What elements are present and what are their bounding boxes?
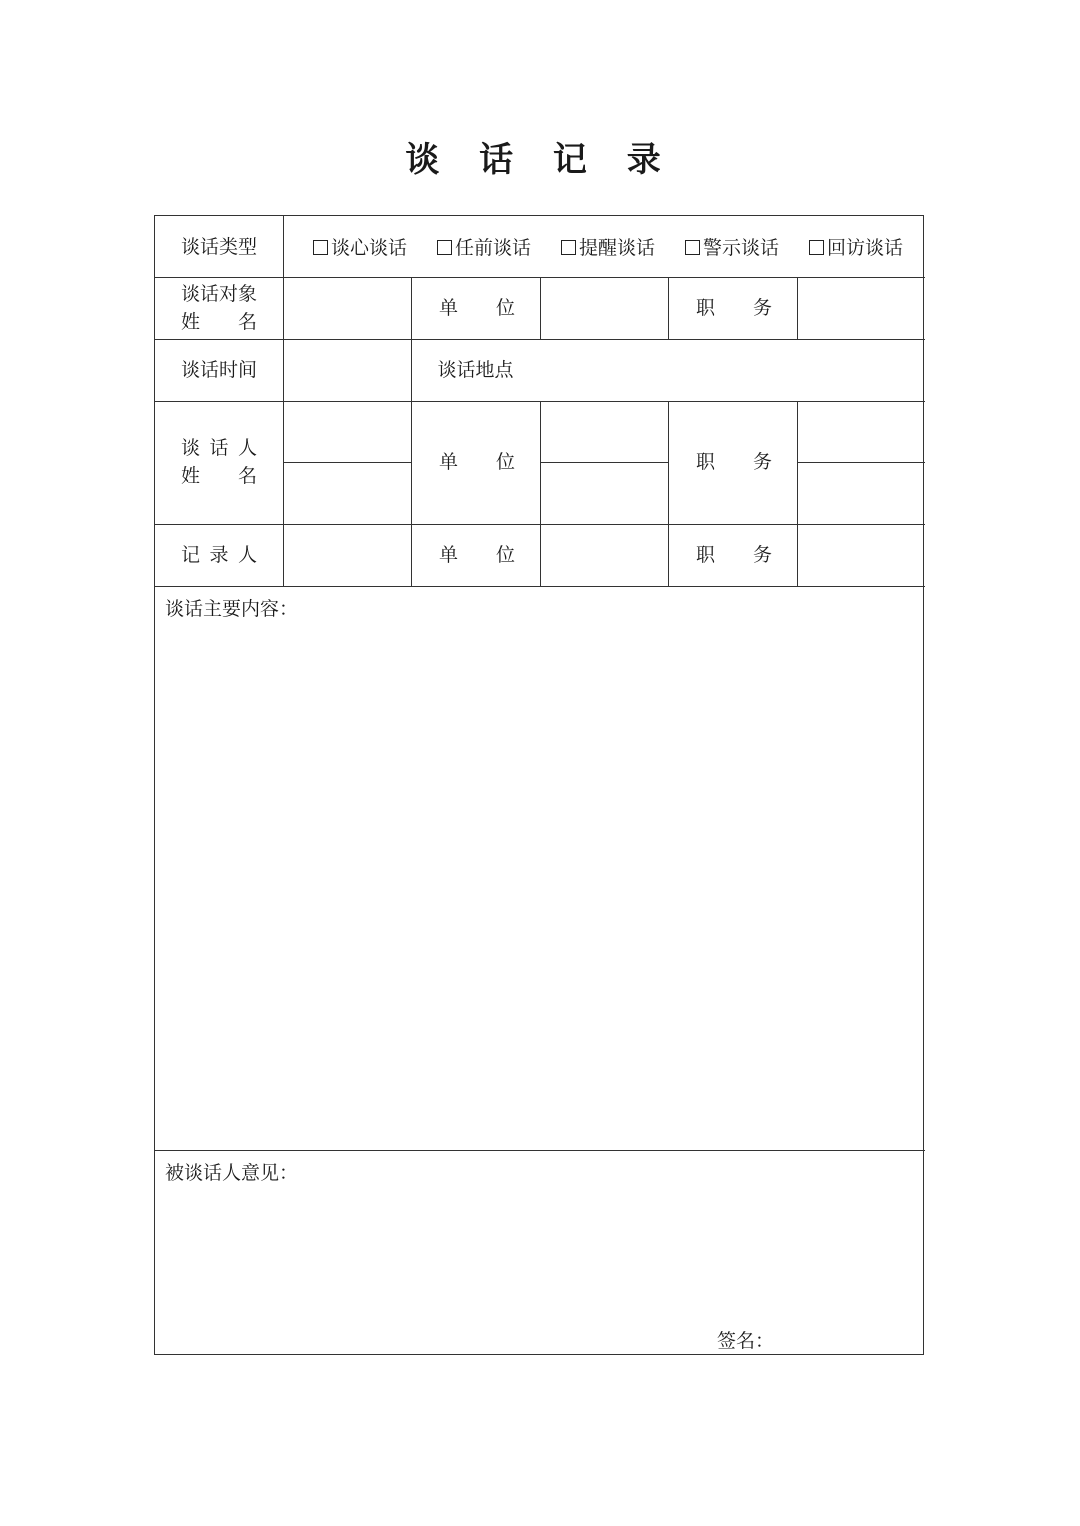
- row-divider: [155, 586, 925, 587]
- label-line: [181, 462, 257, 490]
- label-char: 位: [495, 451, 515, 473]
- label-char: 谈: [181, 437, 201, 459]
- interviewee-opinion-area[interactable]: [155, 1191, 925, 1321]
- option-label: 谈心谈话: [331, 237, 408, 259]
- checkbox-icon[interactable]: [561, 240, 576, 255]
- talk-time-field[interactable]: [283, 340, 411, 401]
- talk-place-label: 谈话地点: [437, 359, 514, 381]
- label-char: 名: [237, 311, 257, 333]
- subject-name-field[interactable]: [283, 278, 411, 339]
- checkbox-icon[interactable]: [685, 240, 700, 255]
- talker-post-label: [696, 448, 772, 476]
- talk-record-form: [154, 215, 924, 1355]
- recorder-post-field[interactable]: [797, 525, 925, 586]
- talker-name-label: [181, 434, 257, 490]
- label-char: 人: [237, 437, 257, 459]
- recorder-name-field[interactable]: [283, 525, 411, 586]
- label-char: 录: [209, 544, 229, 566]
- talker-unit-label: [439, 448, 515, 476]
- subject-post-field[interactable]: [797, 278, 925, 339]
- talk-type-option-warning[interactable]: [685, 234, 779, 262]
- talk-place-field[interactable]: [540, 340, 925, 401]
- talk-type-option-reminder[interactable]: [561, 234, 655, 262]
- recorder-unit-label: [439, 541, 515, 569]
- subject-unit-field[interactable]: [540, 278, 668, 339]
- signature-label: 签名：: [717, 1330, 775, 1352]
- talk-type-option-pre-appointment[interactable]: [437, 234, 531, 262]
- label-char: 职: [696, 544, 716, 566]
- label-char: 话: [209, 437, 229, 459]
- subject-unit-label: [439, 294, 515, 322]
- label-char: 单: [439, 544, 459, 566]
- label-char: 务: [752, 544, 772, 566]
- talk-type-label: 谈话类型: [180, 236, 257, 258]
- recorder-label: [181, 541, 257, 569]
- col-divider: [668, 277, 669, 339]
- talk-type-option-return-visit[interactable]: [809, 234, 903, 262]
- label-char: 记: [181, 544, 201, 566]
- label-char: 单: [439, 297, 459, 319]
- label-char: 职: [696, 297, 716, 319]
- talker-unit-field-1[interactable]: [540, 402, 668, 462]
- label-char: 名: [237, 465, 257, 487]
- label-char: 务: [752, 451, 772, 473]
- recorder-post-label: [696, 541, 772, 569]
- label-char: 职: [696, 451, 716, 473]
- page-title: 谈 话 记 录: [405, 140, 675, 180]
- interviewee-opinion-label: 被谈话人意见：: [165, 1162, 299, 1184]
- label-char: 姓: [181, 311, 201, 333]
- talk-type-option-heart[interactable]: [313, 234, 407, 262]
- label-char: 位: [495, 297, 515, 319]
- label-line: [181, 434, 257, 462]
- label-line: 谈话对象: [181, 283, 258, 305]
- subject-post-label: [696, 294, 772, 322]
- option-label: 提醒谈话: [579, 237, 656, 259]
- talker-unit-field-2[interactable]: [540, 463, 668, 524]
- label-char: 单: [439, 451, 459, 473]
- label-char: 姓: [181, 465, 201, 487]
- checkbox-icon[interactable]: [313, 240, 328, 255]
- checkbox-icon[interactable]: [437, 240, 452, 255]
- option-label: 警示谈话: [703, 237, 780, 259]
- talker-name-field-2[interactable]: [283, 463, 411, 524]
- talker-name-field-1[interactable]: [283, 402, 411, 462]
- col-divider: [668, 401, 669, 586]
- main-content-label: 谈话主要内容：: [165, 598, 299, 620]
- option-label: 回访谈话: [827, 237, 904, 259]
- recorder-unit-field[interactable]: [540, 525, 668, 586]
- option-label: 任前谈话: [455, 237, 532, 259]
- talker-post-field-2[interactable]: [797, 463, 925, 524]
- row-divider: [155, 1150, 925, 1151]
- talker-post-field-1[interactable]: [797, 402, 925, 462]
- checkbox-icon[interactable]: [809, 240, 824, 255]
- label-char: 务: [752, 297, 772, 319]
- talk-time-label: 谈话时间: [180, 359, 257, 381]
- main-content-area[interactable]: [155, 626, 925, 1146]
- subject-name-label: [181, 280, 257, 336]
- col-divider: [411, 277, 412, 586]
- label-line: [181, 308, 257, 336]
- label-char: 人: [237, 544, 257, 566]
- label-char: 位: [495, 544, 515, 566]
